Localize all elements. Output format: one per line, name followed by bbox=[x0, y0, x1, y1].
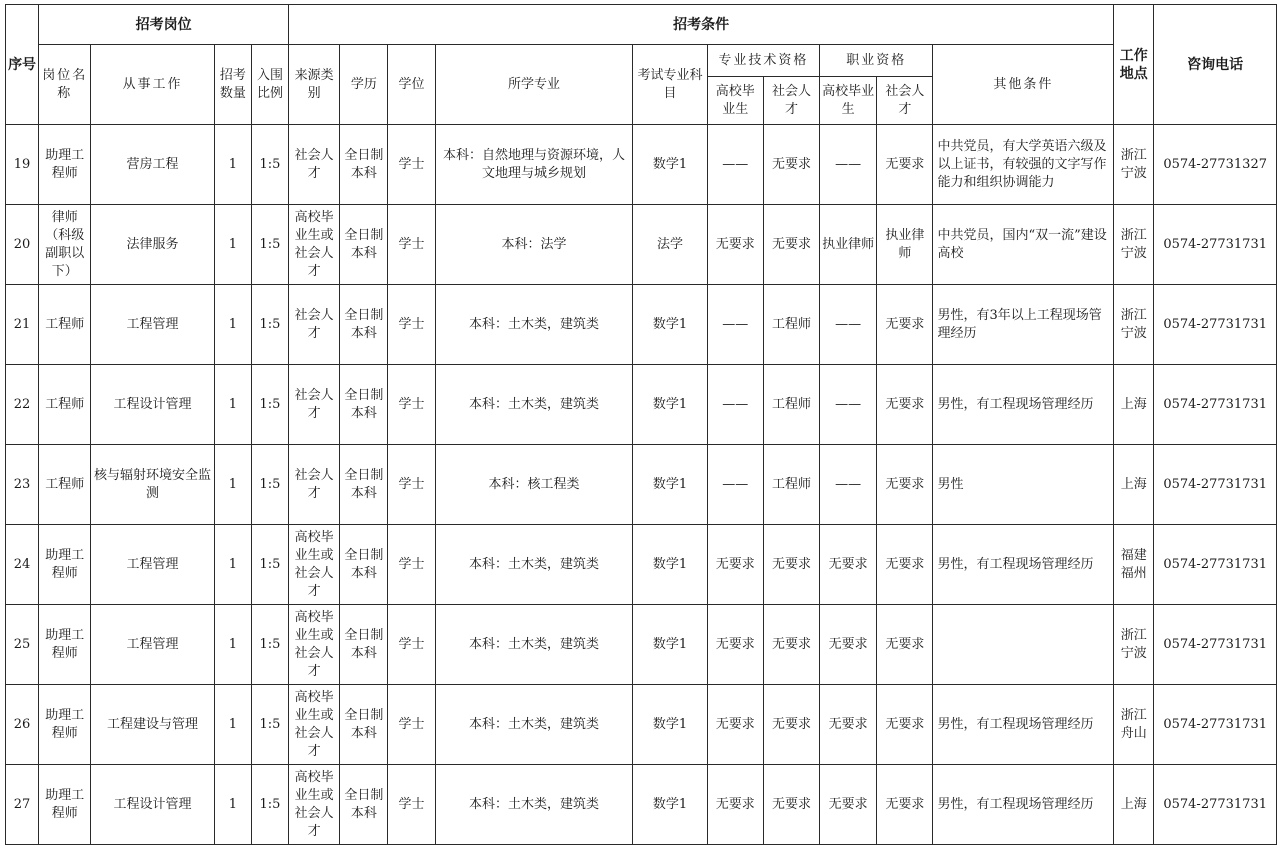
table-row bbox=[6, 205, 1277, 285]
cell-other-conditions: 男性，有3年以上工程现场管理经历 bbox=[933, 285, 1114, 365]
cell-tech-social: 无要求 bbox=[763, 205, 819, 285]
cell-seq: 24 bbox=[6, 525, 39, 605]
cell-other-conditions: 男性，有工程现场管理经历 bbox=[933, 525, 1114, 605]
header-work: 从事工作 bbox=[91, 45, 214, 125]
cell-exam-subject: 数学1 bbox=[633, 445, 707, 525]
header-degree: 学位 bbox=[388, 45, 435, 125]
cell-education: 全日制本科 bbox=[340, 125, 388, 205]
cell-education: 全日制本科 bbox=[340, 605, 388, 685]
cell-education: 全日制本科 bbox=[340, 765, 388, 845]
cell-ratio: 1:5 bbox=[251, 605, 288, 685]
cell-work: 营房工程 bbox=[91, 125, 214, 205]
cell-phone: 0574-27731731 bbox=[1154, 685, 1277, 765]
header-exam-subject: 考试专业科 目 bbox=[633, 45, 707, 125]
header-count: 招考数量 bbox=[214, 45, 251, 125]
cell-seq: 27 bbox=[6, 765, 39, 845]
cell-source: 高校毕业生或社会人才 bbox=[289, 525, 340, 605]
cell-exam-subject: 数学1 bbox=[633, 525, 707, 605]
cell-source: 高校毕业生或社会人才 bbox=[289, 205, 340, 285]
cell-prof-social: 无要求 bbox=[877, 125, 933, 205]
header-tech-qualification: 专业技术资格 bbox=[707, 45, 819, 77]
cell-degree: 学士 bbox=[388, 685, 435, 765]
cell-post-name: 工程师 bbox=[39, 445, 91, 525]
cell-education: 全日制本科 bbox=[340, 205, 388, 285]
cell-count: 1 bbox=[214, 365, 251, 445]
cell-tech-graduate: —— bbox=[707, 285, 763, 365]
cell-exam-subject: 数学1 bbox=[633, 285, 707, 365]
cell-source: 社会人才 bbox=[289, 125, 340, 205]
cell-location: 浙江宁波 bbox=[1114, 125, 1154, 205]
cell-location: 浙江宁波 bbox=[1114, 205, 1154, 285]
cell-other-conditions: 男性，有工程现场管理经历 bbox=[933, 685, 1114, 765]
cell-ratio: 1:5 bbox=[251, 125, 288, 205]
cell-work: 核与辐射环境安全监测 bbox=[91, 445, 214, 525]
cell-other-conditions: 男性，有工程现场管理经历 bbox=[933, 365, 1114, 445]
header-prof-social: 社会人才 bbox=[877, 77, 933, 125]
cell-prof-graduate: —— bbox=[820, 285, 877, 365]
cell-prof-graduate: 执业律师 bbox=[820, 205, 877, 285]
header-tech-graduate: 高校毕业生 bbox=[707, 77, 763, 125]
cell-tech-graduate: 无要求 bbox=[707, 205, 763, 285]
cell-work: 工程建设与管理 bbox=[91, 685, 214, 765]
cell-prof-graduate: —— bbox=[820, 125, 877, 205]
cell-count: 1 bbox=[214, 685, 251, 765]
cell-degree: 学士 bbox=[388, 765, 435, 845]
cell-count: 1 bbox=[214, 605, 251, 685]
cell-major: 本科：核工程类 bbox=[435, 445, 633, 525]
cell-education: 全日制本科 bbox=[340, 685, 388, 765]
cell-ratio: 1:5 bbox=[251, 525, 288, 605]
cell-seq: 26 bbox=[6, 685, 39, 765]
table-row bbox=[6, 765, 1277, 845]
cell-degree: 学士 bbox=[388, 205, 435, 285]
cell-major: 本科：土木类，建筑类 bbox=[435, 285, 633, 365]
header-post-group: 招考岗位 bbox=[39, 5, 289, 45]
cell-ratio: 1:5 bbox=[251, 365, 288, 445]
header-seq: 序号 bbox=[6, 5, 39, 125]
cell-major: 本科：法学 bbox=[435, 205, 633, 285]
cell-degree: 学士 bbox=[388, 125, 435, 205]
cell-phone: 0574-27731731 bbox=[1154, 365, 1277, 445]
cell-count: 1 bbox=[214, 445, 251, 525]
cell-count: 1 bbox=[214, 765, 251, 845]
cell-phone: 0574-27731731 bbox=[1154, 445, 1277, 525]
cell-seq: 19 bbox=[6, 125, 39, 205]
cell-prof-graduate: —— bbox=[820, 365, 877, 445]
cell-other-conditions: 男性 bbox=[933, 445, 1114, 525]
cell-seq: 22 bbox=[6, 365, 39, 445]
cell-prof-graduate: 无要求 bbox=[820, 525, 877, 605]
cell-location: 上海 bbox=[1114, 445, 1154, 525]
cell-location: 浙江宁波 bbox=[1114, 605, 1154, 685]
cell-seq: 25 bbox=[6, 605, 39, 685]
cell-ratio: 1:5 bbox=[251, 685, 288, 765]
cell-prof-social: 无要求 bbox=[877, 445, 933, 525]
cell-major: 本科：自然地理与资源环境，人文地理与城乡规划 bbox=[435, 125, 633, 205]
header-source: 来源类别 bbox=[289, 45, 340, 125]
cell-prof-social: 无要求 bbox=[877, 685, 933, 765]
cell-degree: 学士 bbox=[388, 445, 435, 525]
cell-post-name: 工程师 bbox=[39, 365, 91, 445]
cell-tech-graduate: 无要求 bbox=[707, 525, 763, 605]
cell-location: 浙江宁波 bbox=[1114, 285, 1154, 365]
cell-location: 上海 bbox=[1114, 765, 1154, 845]
cell-count: 1 bbox=[214, 205, 251, 285]
table-body bbox=[6, 125, 1277, 845]
cell-work: 工程设计管理 bbox=[91, 365, 214, 445]
cell-other-conditions: 中共党员，有大学英语六级及以上证书，有较强的文字写作能力和组织协调能力 bbox=[933, 125, 1114, 205]
cell-tech-social: 工程师 bbox=[763, 445, 819, 525]
table-row bbox=[6, 605, 1277, 685]
cell-prof-graduate: 无要求 bbox=[820, 685, 877, 765]
header-post-name: 岗位名称 bbox=[39, 45, 91, 125]
header-education: 学历 bbox=[340, 45, 388, 125]
table-row bbox=[6, 525, 1277, 605]
table-row bbox=[6, 365, 1277, 445]
cell-phone: 0574-27731731 bbox=[1154, 285, 1277, 365]
recruitment-table bbox=[5, 4, 1277, 845]
cell-tech-social: 无要求 bbox=[763, 605, 819, 685]
cell-major: 本科：土木类，建筑类 bbox=[435, 685, 633, 765]
cell-ratio: 1:5 bbox=[251, 765, 288, 845]
cell-ratio: 1:5 bbox=[251, 205, 288, 285]
header-prof-graduate: 高校毕业生 bbox=[820, 77, 877, 125]
cell-prof-social: 无要求 bbox=[877, 525, 933, 605]
cell-major: 本科：土木类，建筑类 bbox=[435, 365, 633, 445]
header-location: 工作地点 bbox=[1114, 5, 1154, 125]
cell-count: 1 bbox=[214, 525, 251, 605]
cell-post-name: 律师（科级副职以下） bbox=[39, 205, 91, 285]
table-row bbox=[6, 685, 1277, 765]
cell-other-conditions: 男性，有工程现场管理经历 bbox=[933, 765, 1114, 845]
cell-tech-graduate: 无要求 bbox=[707, 765, 763, 845]
table-row bbox=[6, 285, 1277, 365]
cell-exam-subject: 数学1 bbox=[633, 605, 707, 685]
cell-ratio: 1:5 bbox=[251, 445, 288, 525]
cell-education: 全日制本科 bbox=[340, 365, 388, 445]
cell-phone: 0574-27731731 bbox=[1154, 605, 1277, 685]
header-tech-social: 社会人才 bbox=[763, 77, 819, 125]
cell-tech-social: 工程师 bbox=[763, 365, 819, 445]
cell-source: 高校毕业生或社会人才 bbox=[289, 765, 340, 845]
cell-tech-graduate: 无要求 bbox=[707, 605, 763, 685]
header-ratio: 入围比例 bbox=[251, 45, 288, 125]
cell-tech-graduate: —— bbox=[707, 365, 763, 445]
cell-source: 社会人才 bbox=[289, 445, 340, 525]
header-major: 所学专业 bbox=[435, 45, 633, 125]
cell-prof-social: 执业律师 bbox=[877, 205, 933, 285]
header-professional-qualification: 职业资格 bbox=[820, 45, 933, 77]
table-row bbox=[6, 445, 1277, 525]
cell-prof-social: 无要求 bbox=[877, 365, 933, 445]
cell-location: 上海 bbox=[1114, 365, 1154, 445]
cell-work: 工程管理 bbox=[91, 525, 214, 605]
cell-exam-subject: 法学 bbox=[633, 205, 707, 285]
cell-major: 本科：土木类，建筑类 bbox=[435, 765, 633, 845]
cell-tech-social: 无要求 bbox=[763, 765, 819, 845]
cell-source: 高校毕业生或社会人才 bbox=[289, 685, 340, 765]
cell-work: 工程管理 bbox=[91, 605, 214, 685]
cell-tech-graduate: —— bbox=[707, 445, 763, 525]
cell-prof-social: 无要求 bbox=[877, 765, 933, 845]
cell-education: 全日制本科 bbox=[340, 285, 388, 365]
cell-tech-social: 无要求 bbox=[763, 685, 819, 765]
cell-exam-subject: 数学1 bbox=[633, 365, 707, 445]
cell-prof-graduate: —— bbox=[820, 445, 877, 525]
cell-source: 社会人才 bbox=[289, 285, 340, 365]
cell-phone: 0574-27731731 bbox=[1154, 205, 1277, 285]
header-phone: 咨询电话 bbox=[1154, 5, 1277, 125]
header-conditions-group: 招考条件 bbox=[289, 5, 1114, 45]
cell-tech-social: 无要求 bbox=[763, 525, 819, 605]
cell-ratio: 1:5 bbox=[251, 285, 288, 365]
cell-prof-social: 无要求 bbox=[877, 285, 933, 365]
cell-major: 本科：土木类，建筑类 bbox=[435, 525, 633, 605]
cell-other-conditions bbox=[933, 605, 1114, 685]
cell-post-name: 工程师 bbox=[39, 285, 91, 365]
cell-seq: 20 bbox=[6, 205, 39, 285]
cell-post-name: 助理工程师 bbox=[39, 765, 91, 845]
cell-location: 福建福州 bbox=[1114, 525, 1154, 605]
cell-other-conditions: 中共党员，国内“双一流”建设高校 bbox=[933, 205, 1114, 285]
cell-phone: 0574-27731731 bbox=[1154, 525, 1277, 605]
cell-prof-graduate: 无要求 bbox=[820, 765, 877, 845]
header-other-conditions: 其他条件 bbox=[933, 45, 1114, 125]
cell-seq: 23 bbox=[6, 445, 39, 525]
cell-post-name: 助理工程师 bbox=[39, 125, 91, 205]
cell-seq: 21 bbox=[6, 285, 39, 365]
cell-education: 全日制本科 bbox=[340, 525, 388, 605]
cell-tech-graduate: —— bbox=[707, 125, 763, 205]
cell-education: 全日制本科 bbox=[340, 445, 388, 525]
cell-prof-graduate: 无要求 bbox=[820, 605, 877, 685]
table-row bbox=[6, 125, 1277, 205]
cell-tech-social: 无要求 bbox=[763, 125, 819, 205]
cell-exam-subject: 数学1 bbox=[633, 685, 707, 765]
cell-tech-graduate: 无要求 bbox=[707, 685, 763, 765]
cell-degree: 学士 bbox=[388, 525, 435, 605]
cell-phone: 0574-27731327 bbox=[1154, 125, 1277, 205]
cell-prof-social: 无要求 bbox=[877, 605, 933, 685]
cell-degree: 学士 bbox=[388, 285, 435, 365]
cell-work: 工程设计管理 bbox=[91, 765, 214, 845]
cell-major: 本科：土木类，建筑类 bbox=[435, 605, 633, 685]
cell-post-name: 助理工程师 bbox=[39, 685, 91, 765]
cell-phone: 0574-27731731 bbox=[1154, 765, 1277, 845]
cell-source: 高校毕业生或社会人才 bbox=[289, 605, 340, 685]
cell-exam-subject: 数学1 bbox=[633, 125, 707, 205]
cell-degree: 学士 bbox=[388, 605, 435, 685]
cell-work: 法律服务 bbox=[91, 205, 214, 285]
cell-tech-social: 工程师 bbox=[763, 285, 819, 365]
cell-count: 1 bbox=[214, 125, 251, 205]
cell-work: 工程管理 bbox=[91, 285, 214, 365]
cell-source: 社会人才 bbox=[289, 365, 340, 445]
cell-post-name: 助理工程师 bbox=[39, 525, 91, 605]
cell-post-name: 助理工程师 bbox=[39, 605, 91, 685]
cell-degree: 学士 bbox=[388, 365, 435, 445]
cell-exam-subject: 数学1 bbox=[633, 765, 707, 845]
cell-location: 浙江舟山 bbox=[1114, 685, 1154, 765]
cell-count: 1 bbox=[214, 285, 251, 365]
